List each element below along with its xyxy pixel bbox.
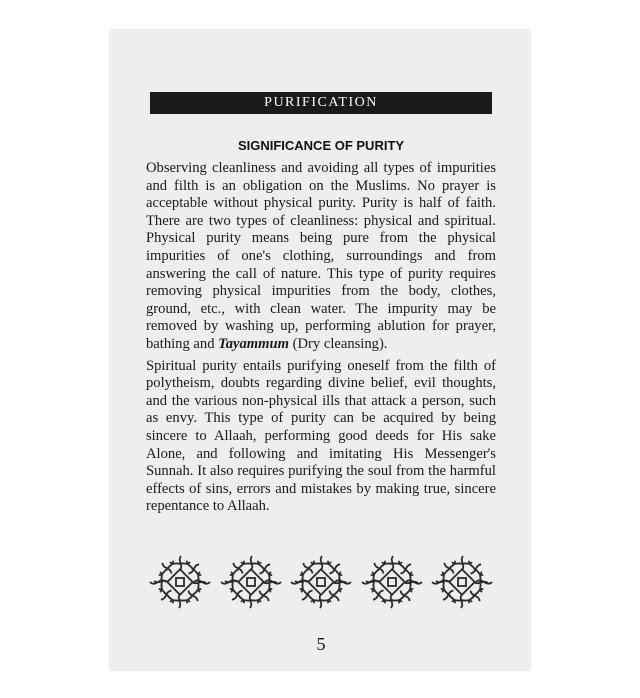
body-text: [146, 160, 496, 520]
arabesque-ornament-icon: [360, 553, 424, 611]
arabesque-ornament-icon: [219, 553, 283, 611]
chapter-header-bar: [150, 92, 492, 114]
chapter-title: PURIFICATION: [264, 95, 378, 110]
paragraph-text-end: (Dry cleansing).: [288, 335, 388, 352]
ornament-row: [148, 552, 494, 612]
paragraph-spiritual-purity: Spiritual purity entails purifying oneself from the filth of polytheism, doubts regarding divine belief, evil thoughts, and the various non-physical ills that attack a person, such as envy. This type of purity can be acquired by being sincere to Allaah, performing good deeds for His sake Alone, and following and imitating His Messenger's Sunnah. It also requires purifying the soul from the harmful effects of sins, errors and mistakes by making true, sincere repentance to Allaah.: [146, 357, 496, 515]
arabesque-ornament-icon: [430, 553, 494, 611]
section-title: SIGNIFICANCE OF PURITY: [237, 138, 405, 153]
book-page: [110, 30, 530, 670]
paragraph-physical-purity: [146, 160, 496, 354]
arabesque-ornament-icon: [148, 553, 212, 611]
paragraph-text: Observing cleanliness and avoiding all types of impurities and filth is an obligation on the Muslims. No prayer is acceptable without physical purity. Purity is half of faith. There are two types of cleanliness: physical and spiritual. Physical purity means being pure from the physical impurities of one's clothing, surroundings and from answering the call of nature. This type of purity requires removing physical impurities from the body, clothes, ground, etc., with clean water. The impurity may be removed by washing up, performing ablution for prayer, bathing and: [146, 160, 496, 352]
page-number: 5: [316, 634, 326, 654]
arabesque-ornament-icon: [289, 553, 353, 611]
italic-term: Tayammum: [218, 335, 289, 352]
